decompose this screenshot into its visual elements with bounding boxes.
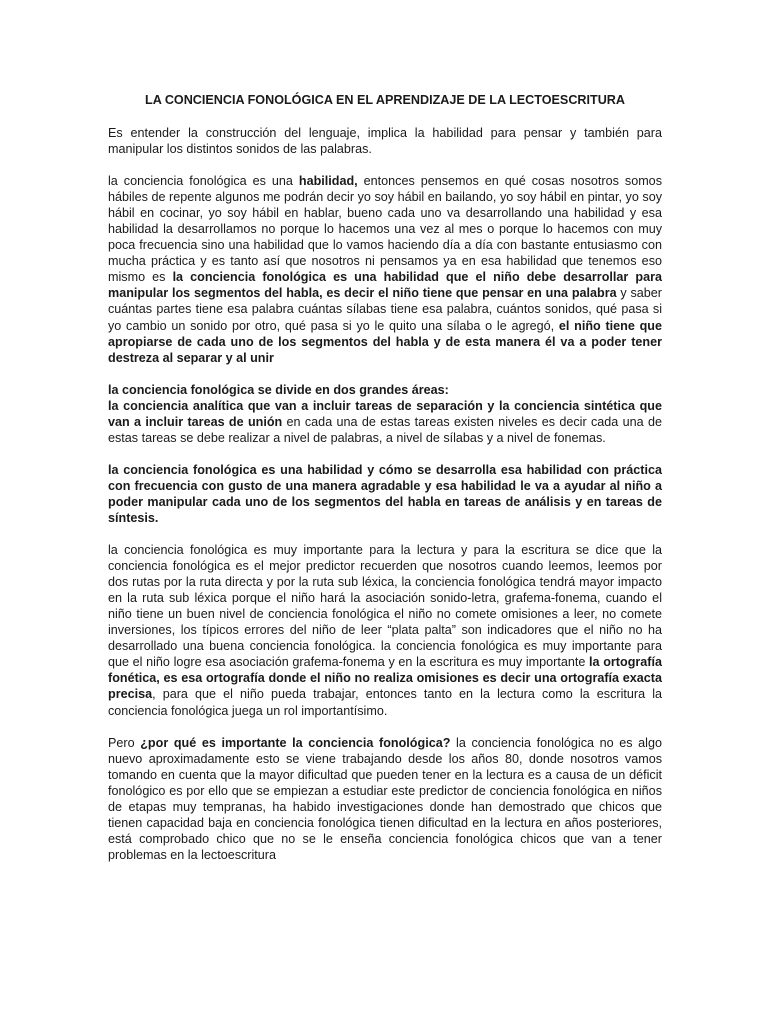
body-text: Es entender la construcción del lenguaje, implica la habilidad para pensar y también para manipular los distintos sonidos de las palabras. <box>108 126 662 157</box>
document-title: LA CONCIENCIA FONOLÓGICA EN EL APRENDIZAJE DE LA LECTOESCRITURA <box>145 93 625 107</box>
body-text: Pero <box>108 735 141 750</box>
bold-text: habilidad, <box>298 174 358 189</box>
paragraph <box>108 462 662 526</box>
body-text: , para que el niño pueda trabajar, entonces tanto en la lectura como la escritura la conciencia fonológica juega un rol importantísimo. <box>108 687 662 718</box>
body-text: y saber cuántas partes tiene esa palabra cuántas sílabas tiene esa palabra, cuántos sonidos, qué pasa si yo cambio un sonido por otro, qué pasa si yo le quito una sílaba o le agregó, <box>108 286 662 333</box>
body-text: entonces pensemos en qué cosas nosotros somos hábiles de repente algunos me podrán decir yo soy hábil en bailando, yo soy hábil en pintar, yo soy hábil en cocinar, yo soy hábil en hablar, bueno cada uno va desarrollando una habilidad y esa habilidad la desarrollamos no porque lo hacemos una vez al mes o porque lo hacemos con muy poca frecuencia sino una habilidad que lo vamos haciendo día a día con bastante entusiasmo con mucha práctica y es tanto así que nosotros ni pensamos ya en esa habilidad que tenemos eso mismo es <box>108 174 662 285</box>
body-text: la conciencia fonológica es muy importante para la lectura y para la escritura se dice que la conciencia fonológica es el mejor predictor recuerden que nosotros cuando leemos, leemos por dos rutas por la ruta directa y por la ruta sub léxica, la conciencia fonológica tendrá mayor impacto en la ruta sub léxica porque el niño hará la asociación sonido-letra, grafema-fonema, cuando el niño tiene un buen nivel de conciencia fonológica el niño no comete omisiones a leer, no comete inversiones, los típicos errores del niño de leer “plata palta” son indicadores que el niño no ha desarrollado una buena conciencia fonológica. la conciencia fonológica es muy importante para que el niño logre esa asociación grafema-fonema y en la escritura es muy importante <box>108 543 662 670</box>
bold-text: el niño tiene que apropiarse de cada uno de los segmentos del habla y de esta manera él va a poder tener destreza al separar y al unir <box>108 318 662 365</box>
paragraph <box>108 398 662 446</box>
document-body <box>108 92 662 863</box>
paragraph <box>108 173 662 366</box>
bold-text: la ortografía fonética, es esa ortografía donde el niño no realiza omisiones es decir una ortografía exacta precisa <box>108 655 662 702</box>
bold-text: la conciencia analítica que van a incluir tareas de separación y la conciencia sintética que van a incluir tareas de unión <box>108 398 662 429</box>
paragraph <box>108 735 662 863</box>
body-text: en cada una de estas tareas existen niveles es decir cada una de estas tareas se debe realizar a nivel de palabras, a nivel de sílabas y a nivel de fonemas. <box>108 414 662 445</box>
bold-text: ¿por qué es importante la conciencia fonológica? <box>140 735 451 750</box>
body-text: la conciencia fonológica no es algo nuevo aproximadamente esto se viene trabajando desde los años 80, donde nosotros vamos tomando en cuenta que la mayor dificultad que pueden tener en la lectura es a causa de un déficit fonológico es por ello que se empiezan a estudiar este predictor de conciencia fonológica en niños de etapas muy tempranas, ha habido investigaciones donde han demostrado que chicos que tienen capacidad baja en conciencia fonológica tienen dificultad en la lectura en años posteriores, está comprobado chico que no se le enseña conciencia fonológica chicos que van a tener problemas en la lectoescritura <box>108 735 662 862</box>
paragraph <box>108 125 662 157</box>
bold-text: la conciencia fonológica es una habilidad que el niño debe desarrollar para manipular los segmentos del habla, es decir el niño tiene que pensar en una palabra <box>108 270 662 301</box>
body-text: la conciencia fonológica es una <box>108 174 299 189</box>
paragraph <box>108 542 662 719</box>
paragraph-list <box>108 125 662 863</box>
paragraph <box>108 382 662 398</box>
bold-text: la conciencia fonológica es una habilidad y cómo se desarrolla esa habilidad con práctica con frecuencia con gusto de una manera agradable y esa habilidad le va a ayudar al niño a poder manipular cada uno de los segmentos del habla en tareas de análisis y en tareas de síntesis. <box>108 462 662 525</box>
bold-text: la conciencia fonológica se divide en dos grandes áreas: <box>108 382 449 397</box>
